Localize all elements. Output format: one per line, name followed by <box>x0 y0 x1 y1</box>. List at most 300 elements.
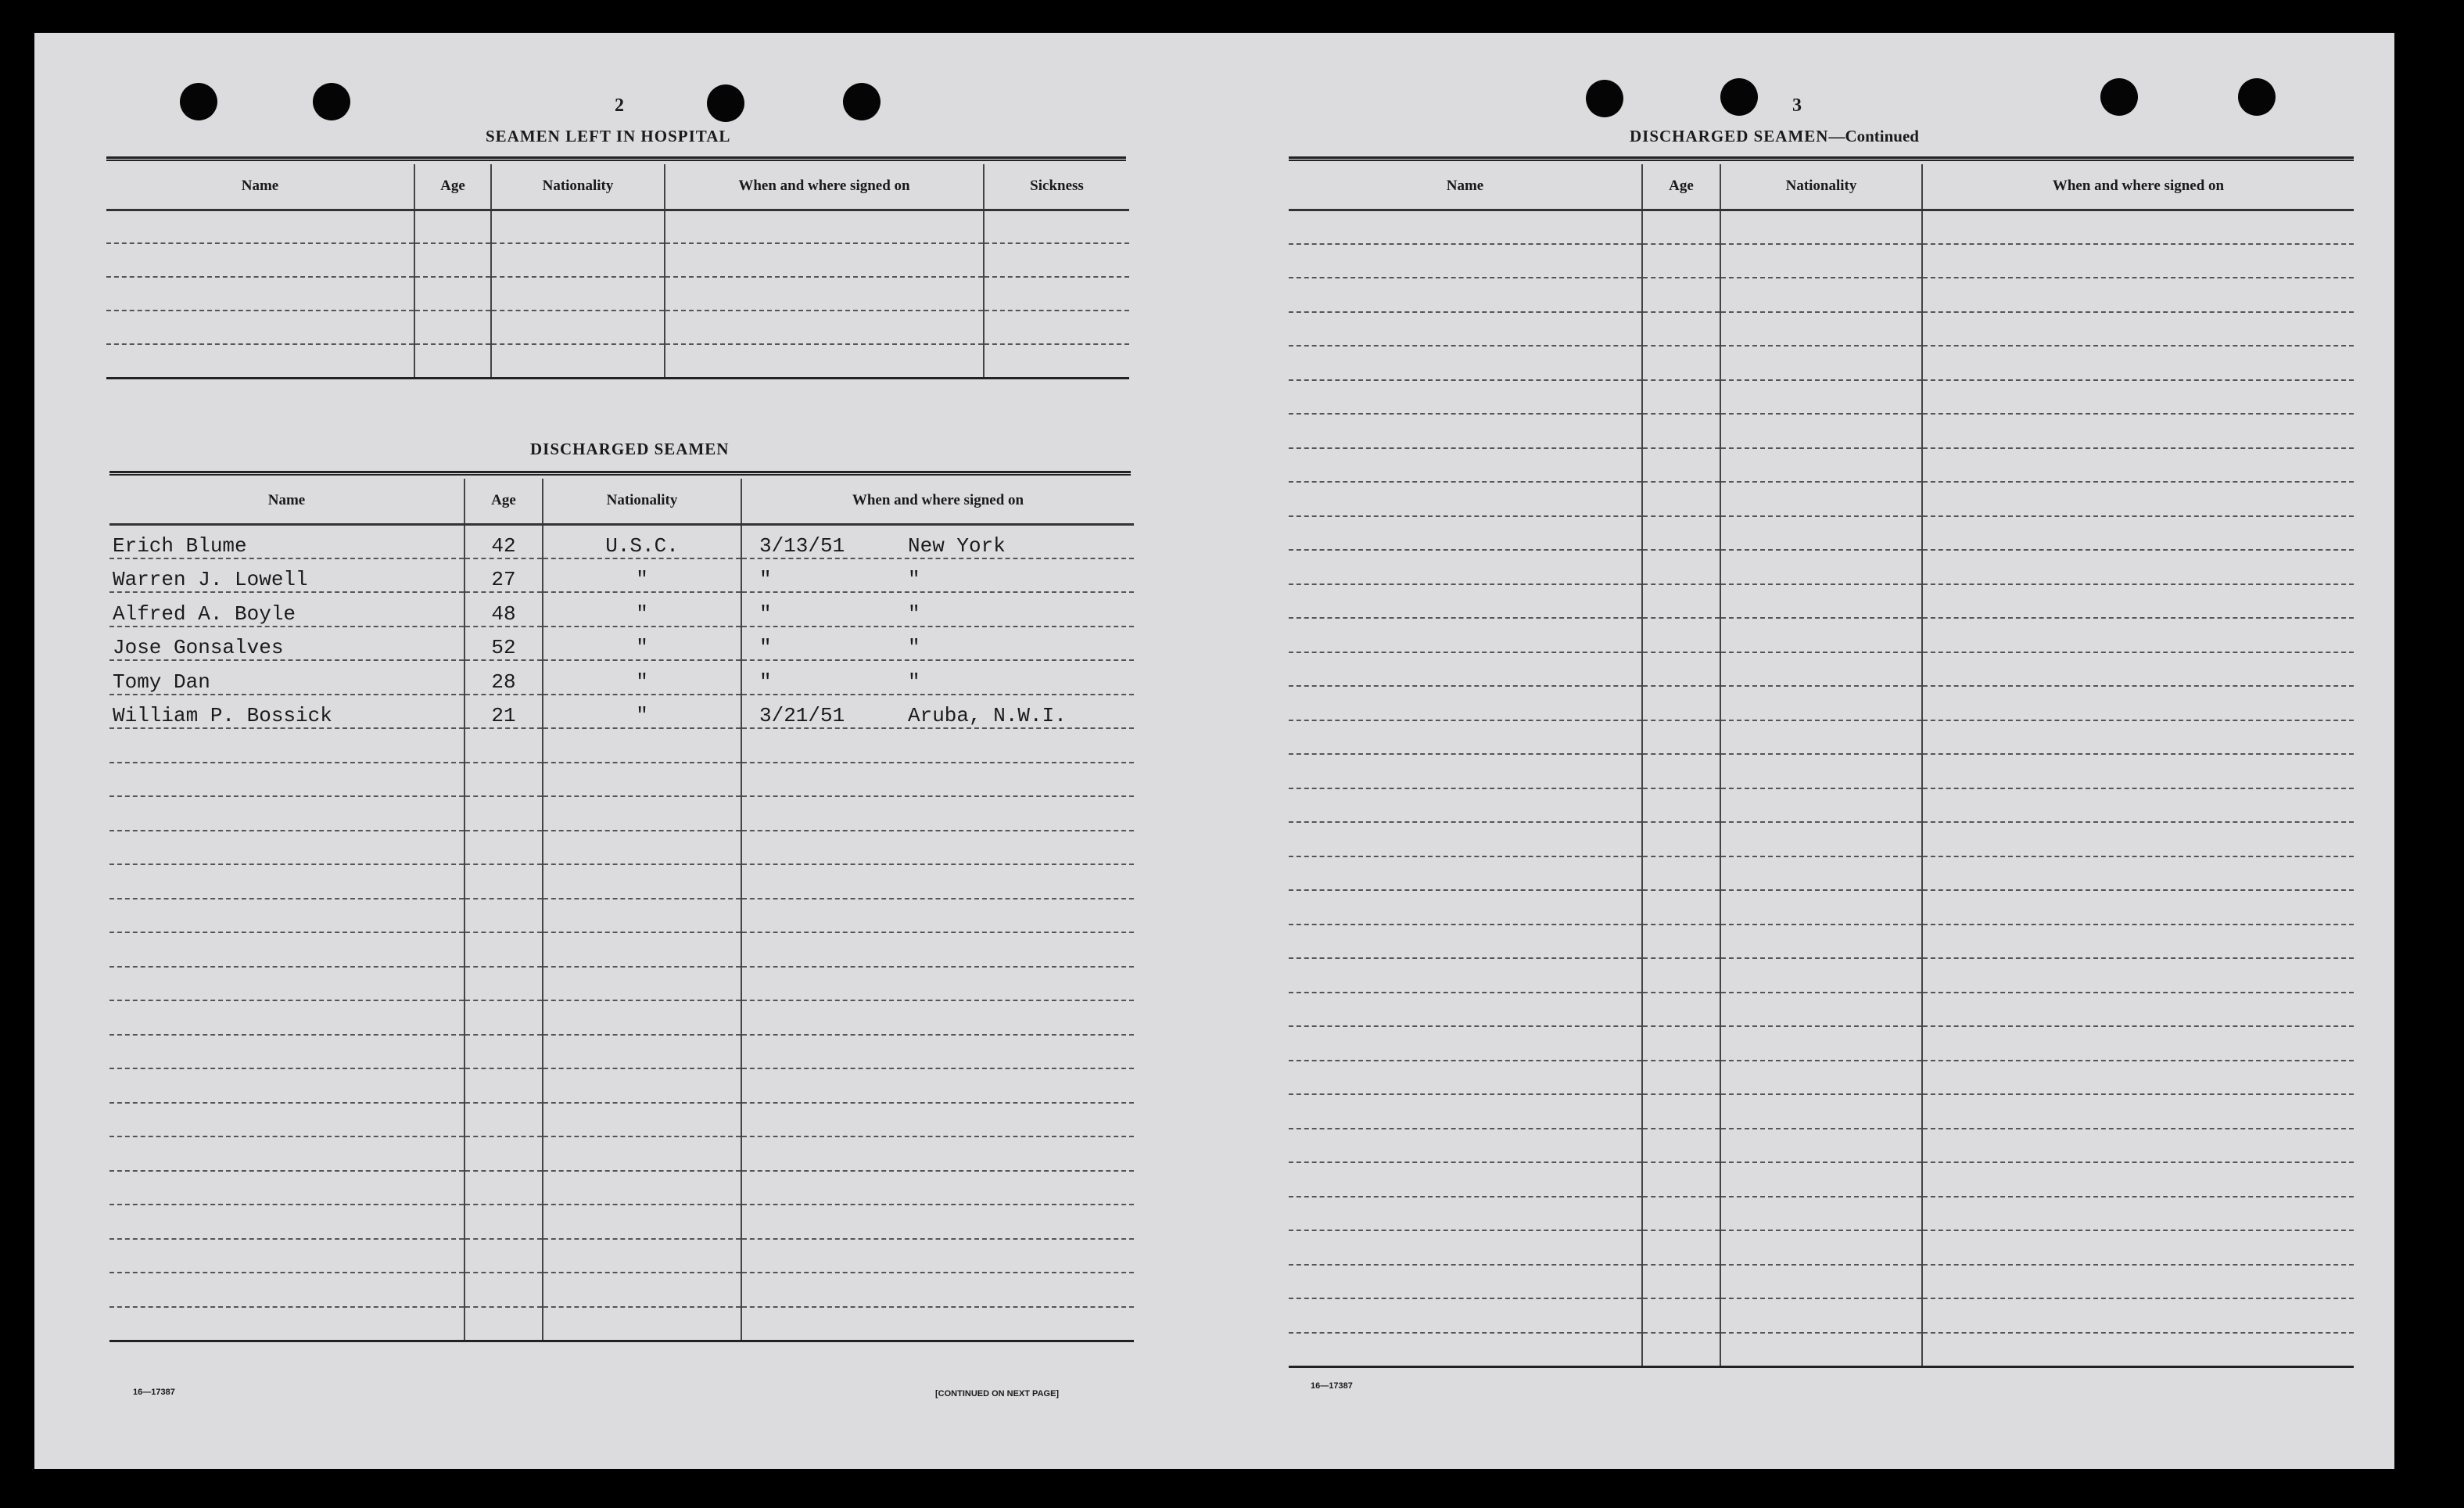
cell-nationality <box>543 1171 741 1205</box>
table-row <box>109 1307 1134 1341</box>
signed-on-place: " <box>908 568 920 591</box>
empty-cell <box>1289 1265 1642 1299</box>
cell-when <box>741 831 1134 865</box>
empty-cell <box>1642 210 1720 244</box>
cell-age <box>464 1136 543 1171</box>
empty-cell <box>1922 958 2354 993</box>
right-title-main: DISCHARGED SEAMEN <box>1630 127 1829 145</box>
signed-on-date: " <box>759 568 772 591</box>
table-row <box>109 524 1134 558</box>
discharged-top-rule <box>109 471 1131 476</box>
cell-when <box>741 592 1134 627</box>
empty-cell <box>1289 278 1642 312</box>
table-row <box>1289 686 2354 720</box>
table-row <box>109 831 1134 865</box>
right-discharged-table <box>1289 164 2354 1368</box>
empty-cell <box>1289 754 1642 788</box>
right-col-name: Name <box>1289 164 1642 210</box>
empty-cell <box>1922 856 2354 891</box>
right-section-title <box>1630 127 1919 146</box>
cell-nationality <box>543 932 741 967</box>
table-row <box>109 558 1134 593</box>
table-row <box>1289 244 2354 278</box>
table-row <box>1289 482 2354 516</box>
empty-cell <box>1289 550 1642 584</box>
cell-nationality: U.S.C. <box>543 524 741 558</box>
table-row <box>1289 993 2354 1027</box>
cell-age <box>464 1068 543 1103</box>
cell-when <box>741 1103 1134 1137</box>
table-row <box>109 728 1134 763</box>
cell-name <box>109 1103 464 1137</box>
cell-when <box>741 796 1134 831</box>
cell-age <box>464 1239 543 1273</box>
cell-name: Tomy Dan <box>109 660 464 695</box>
empty-cell <box>1922 1298 2354 1333</box>
empty-cell <box>1922 890 2354 925</box>
empty-cell <box>1289 720 1642 755</box>
empty-cell <box>1642 958 1720 993</box>
table-row <box>109 1103 1134 1137</box>
table-row <box>109 1000 1134 1035</box>
empty-cell <box>1922 754 2354 788</box>
punch-hole <box>313 83 350 120</box>
cell-name <box>109 932 464 967</box>
empty-cell <box>1922 652 2354 687</box>
cell-nationality <box>543 1103 741 1137</box>
table-row <box>109 1068 1134 1103</box>
empty-cell <box>1922 346 2354 380</box>
empty-cell <box>1289 1026 1642 1061</box>
cell-name: William P. Bossick <box>109 695 464 729</box>
cell-nationality <box>543 1000 741 1035</box>
empty-cell <box>1720 312 1922 346</box>
cell-name <box>109 1171 464 1205</box>
empty-cell <box>1642 550 1720 584</box>
empty-cell <box>1642 278 1720 312</box>
empty-cell <box>1922 1061 2354 1095</box>
cell-age: 42 <box>464 524 543 558</box>
cell-name <box>109 967 464 1001</box>
hospital-col-sickness: Sickness <box>984 164 1129 210</box>
cell-name: Alfred A. Boyle <box>109 592 464 627</box>
cell-age <box>464 932 543 967</box>
table-row <box>1289 1197 2354 1231</box>
table-row <box>109 627 1134 661</box>
right-form-number: 16—17387 <box>1311 1381 1353 1391</box>
signed-on-date: " <box>759 670 772 694</box>
table-row <box>1289 925 2354 959</box>
empty-cell <box>1289 618 1642 652</box>
empty-cell <box>1289 312 1642 346</box>
cell-name <box>109 796 464 831</box>
cell-age: 48 <box>464 592 543 627</box>
empty-cell <box>1642 1333 1720 1367</box>
punch-hole <box>1720 78 1758 116</box>
right-col-age: Age <box>1642 164 1720 210</box>
discharged-rows <box>109 524 1134 1341</box>
empty-cell <box>1289 788 1642 823</box>
empty-cell <box>1289 210 1642 244</box>
table-row <box>1289 584 2354 619</box>
cell-nationality <box>543 796 741 831</box>
cell-when <box>741 558 1134 593</box>
empty-cell <box>1642 584 1720 619</box>
table-row <box>109 592 1134 627</box>
empty-cell <box>1289 958 1642 993</box>
table-row <box>109 899 1134 933</box>
empty-cell <box>1289 448 1642 483</box>
table-row <box>106 243 1129 277</box>
empty-cell <box>1922 1162 2354 1197</box>
empty-cell <box>1289 380 1642 415</box>
empty-cell <box>1922 1129 2354 1163</box>
cell-name <box>109 1239 464 1273</box>
cell-name <box>109 728 464 763</box>
empty-cell <box>1289 856 1642 891</box>
signed-on-place: " <box>908 601 920 626</box>
empty-cell <box>1642 925 1720 959</box>
empty-cell <box>1720 482 1922 516</box>
table-row <box>1289 278 2354 312</box>
empty-cell <box>1642 652 1720 687</box>
table-row <box>1289 618 2354 652</box>
cell-name <box>109 1035 464 1069</box>
empty-cell <box>1642 1026 1720 1061</box>
table-row <box>109 796 1134 831</box>
cell-nationality <box>543 967 741 1001</box>
table-row <box>1289 720 2354 755</box>
empty-cell <box>1922 720 2354 755</box>
discharged-col-when-where: When and where signed on <box>741 479 1134 524</box>
table-row <box>109 864 1134 899</box>
empty-cell <box>1642 822 1720 856</box>
empty-cell <box>1642 1162 1720 1197</box>
discharged-col-name: Name <box>109 479 464 524</box>
table-row <box>1289 890 2354 925</box>
cell-when <box>741 627 1134 661</box>
table-row <box>109 967 1134 1001</box>
cell-when <box>741 1239 1134 1273</box>
cell-nationality <box>543 1307 741 1341</box>
empty-cell <box>1720 618 1922 652</box>
punch-hole <box>1586 80 1623 117</box>
cell-age <box>464 728 543 763</box>
table-row <box>1289 448 2354 483</box>
cell-nationality <box>543 831 741 865</box>
document-sheet <box>34 33 2394 1469</box>
cell-when <box>741 660 1134 695</box>
cell-when <box>741 1035 1134 1069</box>
empty-cell <box>1289 584 1642 619</box>
empty-cell <box>1720 822 1922 856</box>
right-rows <box>1289 210 2354 1366</box>
empty-cell <box>1922 1265 2354 1299</box>
empty-cell <box>1922 278 2354 312</box>
empty-cell <box>1922 380 2354 415</box>
punch-hole <box>843 83 881 120</box>
table-row <box>1289 516 2354 551</box>
cell-name <box>109 1000 464 1035</box>
table-row <box>1289 652 2354 687</box>
cell-age <box>464 763 543 797</box>
table-row <box>1289 210 2354 244</box>
continued-note: [CONTINUED ON NEXT PAGE] <box>935 1389 1060 1398</box>
cell-when <box>741 1171 1134 1205</box>
empty-cell <box>1922 1230 2354 1265</box>
cell-nationality <box>543 728 741 763</box>
cell-when <box>741 1307 1134 1341</box>
hospital-col-nationality: Nationality <box>491 164 665 210</box>
empty-cell <box>1720 1094 1922 1129</box>
empty-cell <box>1289 1333 1642 1367</box>
empty-cell <box>1720 210 1922 244</box>
empty-cell <box>1642 788 1720 823</box>
table-row <box>106 311 1129 344</box>
cell-age: 21 <box>464 695 543 729</box>
cell-age <box>464 864 543 899</box>
discharged-table <box>109 479 1134 1342</box>
empty-cell <box>1289 822 1642 856</box>
signed-on-place: Aruba, N.W.I. <box>908 704 1067 727</box>
cell-age: 52 <box>464 627 543 661</box>
empty-cell <box>1922 925 2354 959</box>
table-row <box>1289 1026 2354 1061</box>
table-row <box>1289 754 2354 788</box>
table-row <box>109 763 1134 797</box>
cell-age: 28 <box>464 660 543 695</box>
cell-age <box>464 1205 543 1239</box>
cell-nationality: " <box>543 558 741 593</box>
empty-cell <box>1720 958 1922 993</box>
empty-cell <box>1922 686 2354 720</box>
cell-nationality: " <box>543 660 741 695</box>
empty-cell <box>1720 1298 1922 1333</box>
cell-nationality <box>543 1136 741 1171</box>
cell-when <box>741 864 1134 899</box>
empty-cell <box>1922 210 2354 244</box>
signed-on-date: 3/21/51 <box>759 704 845 727</box>
table-row <box>1289 414 2354 448</box>
empty-cell <box>1720 1129 1922 1163</box>
empty-cell <box>1922 1333 2354 1367</box>
empty-cell <box>1642 1061 1720 1095</box>
hospital-col-name: Name <box>106 164 414 210</box>
empty-cell <box>1289 925 1642 959</box>
empty-cell <box>1289 516 1642 551</box>
cell-name: Erich Blume <box>109 524 464 558</box>
empty-cell <box>1922 822 2354 856</box>
cell-nationality <box>543 1068 741 1103</box>
cell-age <box>464 1035 543 1069</box>
table-row <box>109 1239 1134 1273</box>
cell-age <box>464 1000 543 1035</box>
empty-cell <box>1922 618 2354 652</box>
empty-cell <box>1642 244 1720 278</box>
discharged-col-age: Age <box>464 479 543 524</box>
table-row <box>1289 1129 2354 1163</box>
table-row <box>109 1205 1134 1239</box>
cell-nationality: " <box>543 627 741 661</box>
empty-cell <box>1720 584 1922 619</box>
cell-age <box>464 1103 543 1137</box>
empty-cell <box>1642 890 1720 925</box>
empty-cell <box>1922 482 2354 516</box>
hospital-col-age: Age <box>414 164 491 210</box>
empty-cell <box>1720 686 1922 720</box>
discharged-section-title: DISCHARGED SEAMEN <box>530 440 730 458</box>
cell-nationality: " <box>543 592 741 627</box>
empty-cell <box>1642 1094 1720 1129</box>
empty-cell <box>1922 1026 2354 1061</box>
empty-cell <box>1720 380 1922 415</box>
empty-cell <box>1289 1230 1642 1265</box>
right-col-when-where: When and where signed on <box>1922 164 2354 210</box>
cell-age <box>464 831 543 865</box>
empty-cell <box>1642 686 1720 720</box>
empty-cell <box>1720 244 1922 278</box>
cell-nationality <box>543 1035 741 1069</box>
cell-name <box>109 864 464 899</box>
signed-on-place: New York <box>908 533 1006 558</box>
empty-cell <box>1922 1094 2354 1129</box>
table-row <box>109 932 1134 967</box>
punch-hole <box>2100 78 2138 116</box>
empty-cell <box>1922 448 2354 483</box>
discharged-col-nationality: Nationality <box>543 479 741 524</box>
table-row <box>109 1171 1134 1205</box>
empty-cell <box>1289 1094 1642 1129</box>
cell-when <box>741 932 1134 967</box>
cell-age <box>464 899 543 933</box>
table-row <box>106 344 1129 378</box>
empty-cell <box>1642 720 1720 755</box>
empty-cell <box>1720 550 1922 584</box>
hospital-table <box>106 164 1129 379</box>
cell-name <box>109 1273 464 1307</box>
empty-cell <box>1289 244 1642 278</box>
table-row <box>1289 822 2354 856</box>
empty-cell <box>1720 1162 1922 1197</box>
empty-cell <box>1642 993 1720 1027</box>
cell-age <box>464 796 543 831</box>
empty-cell <box>1720 278 1922 312</box>
cell-when <box>741 1068 1134 1103</box>
empty-cell <box>1642 1230 1720 1265</box>
empty-cell <box>1642 1197 1720 1231</box>
cell-name <box>109 1068 464 1103</box>
empty-cell <box>1720 1061 1922 1095</box>
hospital-rows <box>106 210 1129 378</box>
empty-cell <box>1922 584 2354 619</box>
table-row <box>109 1035 1134 1069</box>
empty-cell <box>1720 1230 1922 1265</box>
empty-cell <box>1289 1129 1642 1163</box>
empty-cell <box>1289 1162 1642 1197</box>
right-top-rule <box>1289 156 2354 161</box>
signed-on-date: 3/13/51 <box>759 533 845 558</box>
empty-cell <box>1922 516 2354 551</box>
table-row <box>109 695 1134 729</box>
empty-cell <box>1720 720 1922 755</box>
table-row <box>1289 380 2354 415</box>
empty-cell <box>1289 346 1642 380</box>
empty-cell <box>1642 482 1720 516</box>
signed-on-place: " <box>908 670 920 694</box>
empty-cell <box>1720 856 1922 891</box>
empty-cell <box>1289 993 1642 1027</box>
hospital-top-rule <box>106 156 1126 161</box>
empty-cell <box>1720 346 1922 380</box>
cell-name <box>109 899 464 933</box>
table-row <box>106 210 1129 243</box>
cell-when <box>741 524 1134 558</box>
empty-cell <box>1922 788 2354 823</box>
table-row <box>1289 1162 2354 1197</box>
empty-cell <box>1720 1197 1922 1231</box>
table-row <box>1289 1061 2354 1095</box>
empty-cell <box>1720 516 1922 551</box>
cell-nationality <box>543 899 741 933</box>
empty-cell <box>1720 890 1922 925</box>
empty-cell <box>1642 1265 1720 1299</box>
empty-cell <box>1289 652 1642 687</box>
empty-cell <box>1642 312 1720 346</box>
cell-age <box>464 1273 543 1307</box>
cell-when <box>741 695 1134 729</box>
cell-name <box>109 1205 464 1239</box>
cell-age <box>464 1171 543 1205</box>
table-row <box>1289 1333 2354 1367</box>
empty-cell <box>1642 516 1720 551</box>
cell-name <box>109 1307 464 1341</box>
empty-cell <box>1642 448 1720 483</box>
table-row <box>1289 312 2354 346</box>
table-row <box>1289 1298 2354 1333</box>
signed-on-date: " <box>759 636 772 659</box>
empty-cell <box>1720 925 1922 959</box>
cell-when <box>741 1136 1134 1171</box>
table-row <box>109 1136 1134 1171</box>
right-title-suffix: —Continued <box>1828 127 1919 145</box>
empty-cell <box>1642 1298 1720 1333</box>
cell-age <box>464 1307 543 1341</box>
empty-cell <box>1922 993 2354 1027</box>
table-row <box>1289 550 2354 584</box>
empty-cell <box>1922 312 2354 346</box>
empty-cell <box>1289 1298 1642 1333</box>
cell-nationality <box>543 763 741 797</box>
cell-when <box>741 763 1134 797</box>
left-form-number: 16—17387 <box>133 1388 175 1397</box>
punch-hole <box>2238 78 2276 116</box>
cell-when <box>741 1273 1134 1307</box>
table-row <box>1289 856 2354 891</box>
hospital-section-title: SEAMEN LEFT IN HOSPITAL <box>486 127 731 145</box>
empty-cell <box>1289 1197 1642 1231</box>
empty-cell <box>1922 414 2354 448</box>
empty-cell <box>1642 856 1720 891</box>
empty-cell <box>1720 754 1922 788</box>
table-row <box>1289 788 2354 823</box>
signed-on-place: " <box>908 636 920 659</box>
cell-name: Jose Gonsalves <box>109 627 464 661</box>
empty-cell <box>1289 414 1642 448</box>
cell-nationality <box>543 1273 741 1307</box>
empty-cell <box>1922 244 2354 278</box>
empty-cell <box>1720 414 1922 448</box>
empty-cell <box>1642 618 1720 652</box>
